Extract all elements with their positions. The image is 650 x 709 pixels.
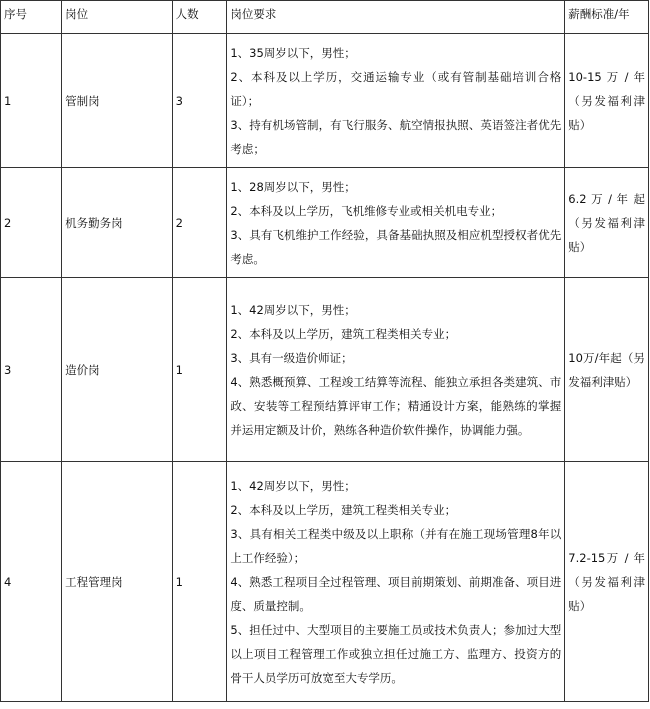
cell-no: 3: [1, 278, 62, 462]
requirement-item: 4、熟悉工程项目全过程管理、项目前期策划、前期准备、项目进度、质量控制。: [230, 574, 562, 613]
requirement-item: 2、本科及以上学历，交通运输专业（或有管制基础培训合格证）；: [230, 69, 562, 108]
cell-requirements: [227, 462, 565, 702]
cell-position: 工程管理岗: [62, 462, 173, 702]
requirement-item: 1、35周岁以下，男性；: [230, 45, 356, 60]
cell-count: 2: [172, 168, 227, 278]
requirement-item: 3、具有飞机维护工作经验，具备基础执照及相应机型授权者优先考虑。: [230, 227, 562, 266]
cell-requirements: [227, 34, 565, 168]
requirement-item: 2、本科及以上学历，建筑工程类相关专业；: [230, 326, 457, 341]
cell-no: 4: [1, 462, 62, 702]
header-requirements: 岗位要求: [227, 1, 565, 34]
requirement-item: 4、熟悉概预算、工程竣工结算等流程、能独立承担各类建筑、市政、安装等工程预结算评审工作；精通设计方案，能熟练的掌握并运用定额及计价，熟练各种造价软件操作，协调能力强。: [230, 374, 562, 437]
cell-requirements: [227, 168, 565, 278]
header-position: 岗位: [62, 1, 173, 34]
cell-position: 造价岗: [62, 278, 173, 462]
header-salary: 薪酬标准/年: [565, 1, 649, 34]
header-row: [1, 1, 649, 34]
header-count: 人数: [172, 1, 227, 34]
cell-salary: 7.2-15万 / 年（另发福利津贴）: [565, 462, 649, 702]
table-row: [1, 278, 649, 462]
requirement-item: 2、本科及以上学历，飞机维修专业或相关机电专业；: [230, 203, 503, 218]
requirement-item: 3、具有一级造价师证；: [230, 350, 353, 365]
requirement-item: 1、42周岁以下，男性；: [230, 478, 356, 493]
cell-no: 2: [1, 168, 62, 278]
cell-count: 1: [172, 278, 227, 462]
requirement-item: 5、担任过中、大型项目的主要施工员或技术负责人；参加过大型以上项目工程管理工作或独立担任过施工方、监理方、投资方的骨干人员学历可放宽至大专学历。: [230, 622, 562, 685]
requirement-item: 3、具有相关工程类中级及以上职称（并有在施工现场管理8年以上工作经验）；: [230, 526, 562, 565]
cell-position: 管制岗: [62, 34, 173, 168]
cell-salary: 6.2 万 / 年 起（另发福利津贴）: [565, 168, 649, 278]
table-row: [1, 168, 649, 278]
cell-count: 3: [172, 34, 227, 168]
table-row: [1, 462, 649, 702]
requirement-item: 3、持有机场管制，有飞行服务、航空情报执照、英语签注者优先考虑；: [230, 117, 562, 156]
requirement-item: 1、28周岁以下，男性；: [230, 179, 356, 194]
requirement-item: 1、42周岁以下，男性；: [230, 302, 356, 317]
cell-position: 机务勤务岗: [62, 168, 173, 278]
cell-salary: 10万/年起（另发福利津贴）: [565, 278, 649, 462]
requirement-item: 2、本科及以上学历，建筑工程类相关专业；: [230, 502, 457, 517]
table-row: [1, 34, 649, 168]
cell-requirements: [227, 278, 565, 462]
cell-salary: 10-15 万 / 年（另发福利津贴）: [565, 34, 649, 168]
cell-count: 1: [172, 462, 227, 702]
cell-no: 1: [1, 34, 62, 168]
header-no: 序号: [1, 1, 62, 34]
